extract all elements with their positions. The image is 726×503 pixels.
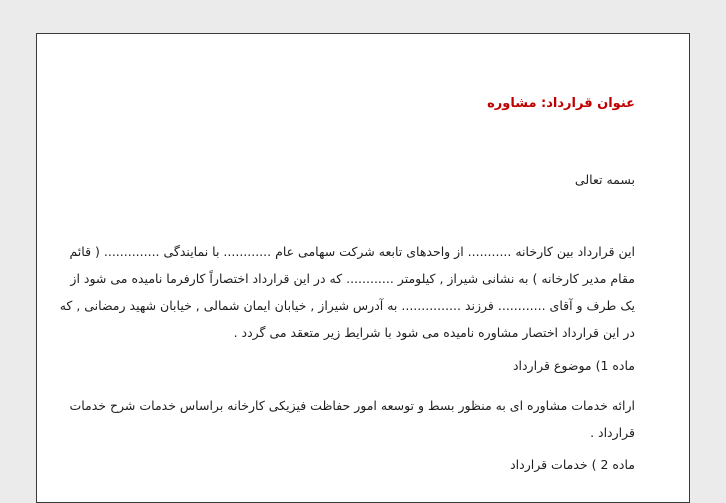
article-1-body (69, 392, 635, 446)
document-page (36, 33, 690, 503)
intro-line: در این قرارداد اختصار مشاوره نامیده می شود با شرایط زیر متعقد می گردد . (233, 325, 635, 340)
intro-line: این قرارداد بین کارخانه ........... از واحدهای تابعه شرکت سهامی عام ............ با نمایندگی .............. ( قائم (69, 244, 635, 259)
article-1-line: قرارداد . (590, 425, 635, 440)
intro-line: مقام مدیر کارخانه ) به نشانی شیراز , کیلومتر ............ که در این قرارداد اختصاراً کارفرما نامیده می شود از (70, 271, 635, 286)
article-1-heading: ماده 1) موضوع قرارداد (512, 358, 635, 373)
intro-line: یک طرف و آقای ............ فرزند ............... به آدرس شیراز , خیابان ایمان شمالی , خیابان شهید رمضانی , که (59, 298, 635, 313)
document-title: عنوان قرارداد: مشاوره (487, 96, 635, 111)
intro-paragraph (59, 238, 635, 346)
article-2-heading: ماده 2 ) خدمات قرارداد (510, 457, 635, 472)
article-1-line: ارائه خدمات مشاوره ای به منظور بسط و توسعه امور حفاظت فیزیکی کارخانه براساس خدمات شرح خدمات (69, 398, 635, 413)
salutation: بسمه تعالی (574, 172, 635, 187)
